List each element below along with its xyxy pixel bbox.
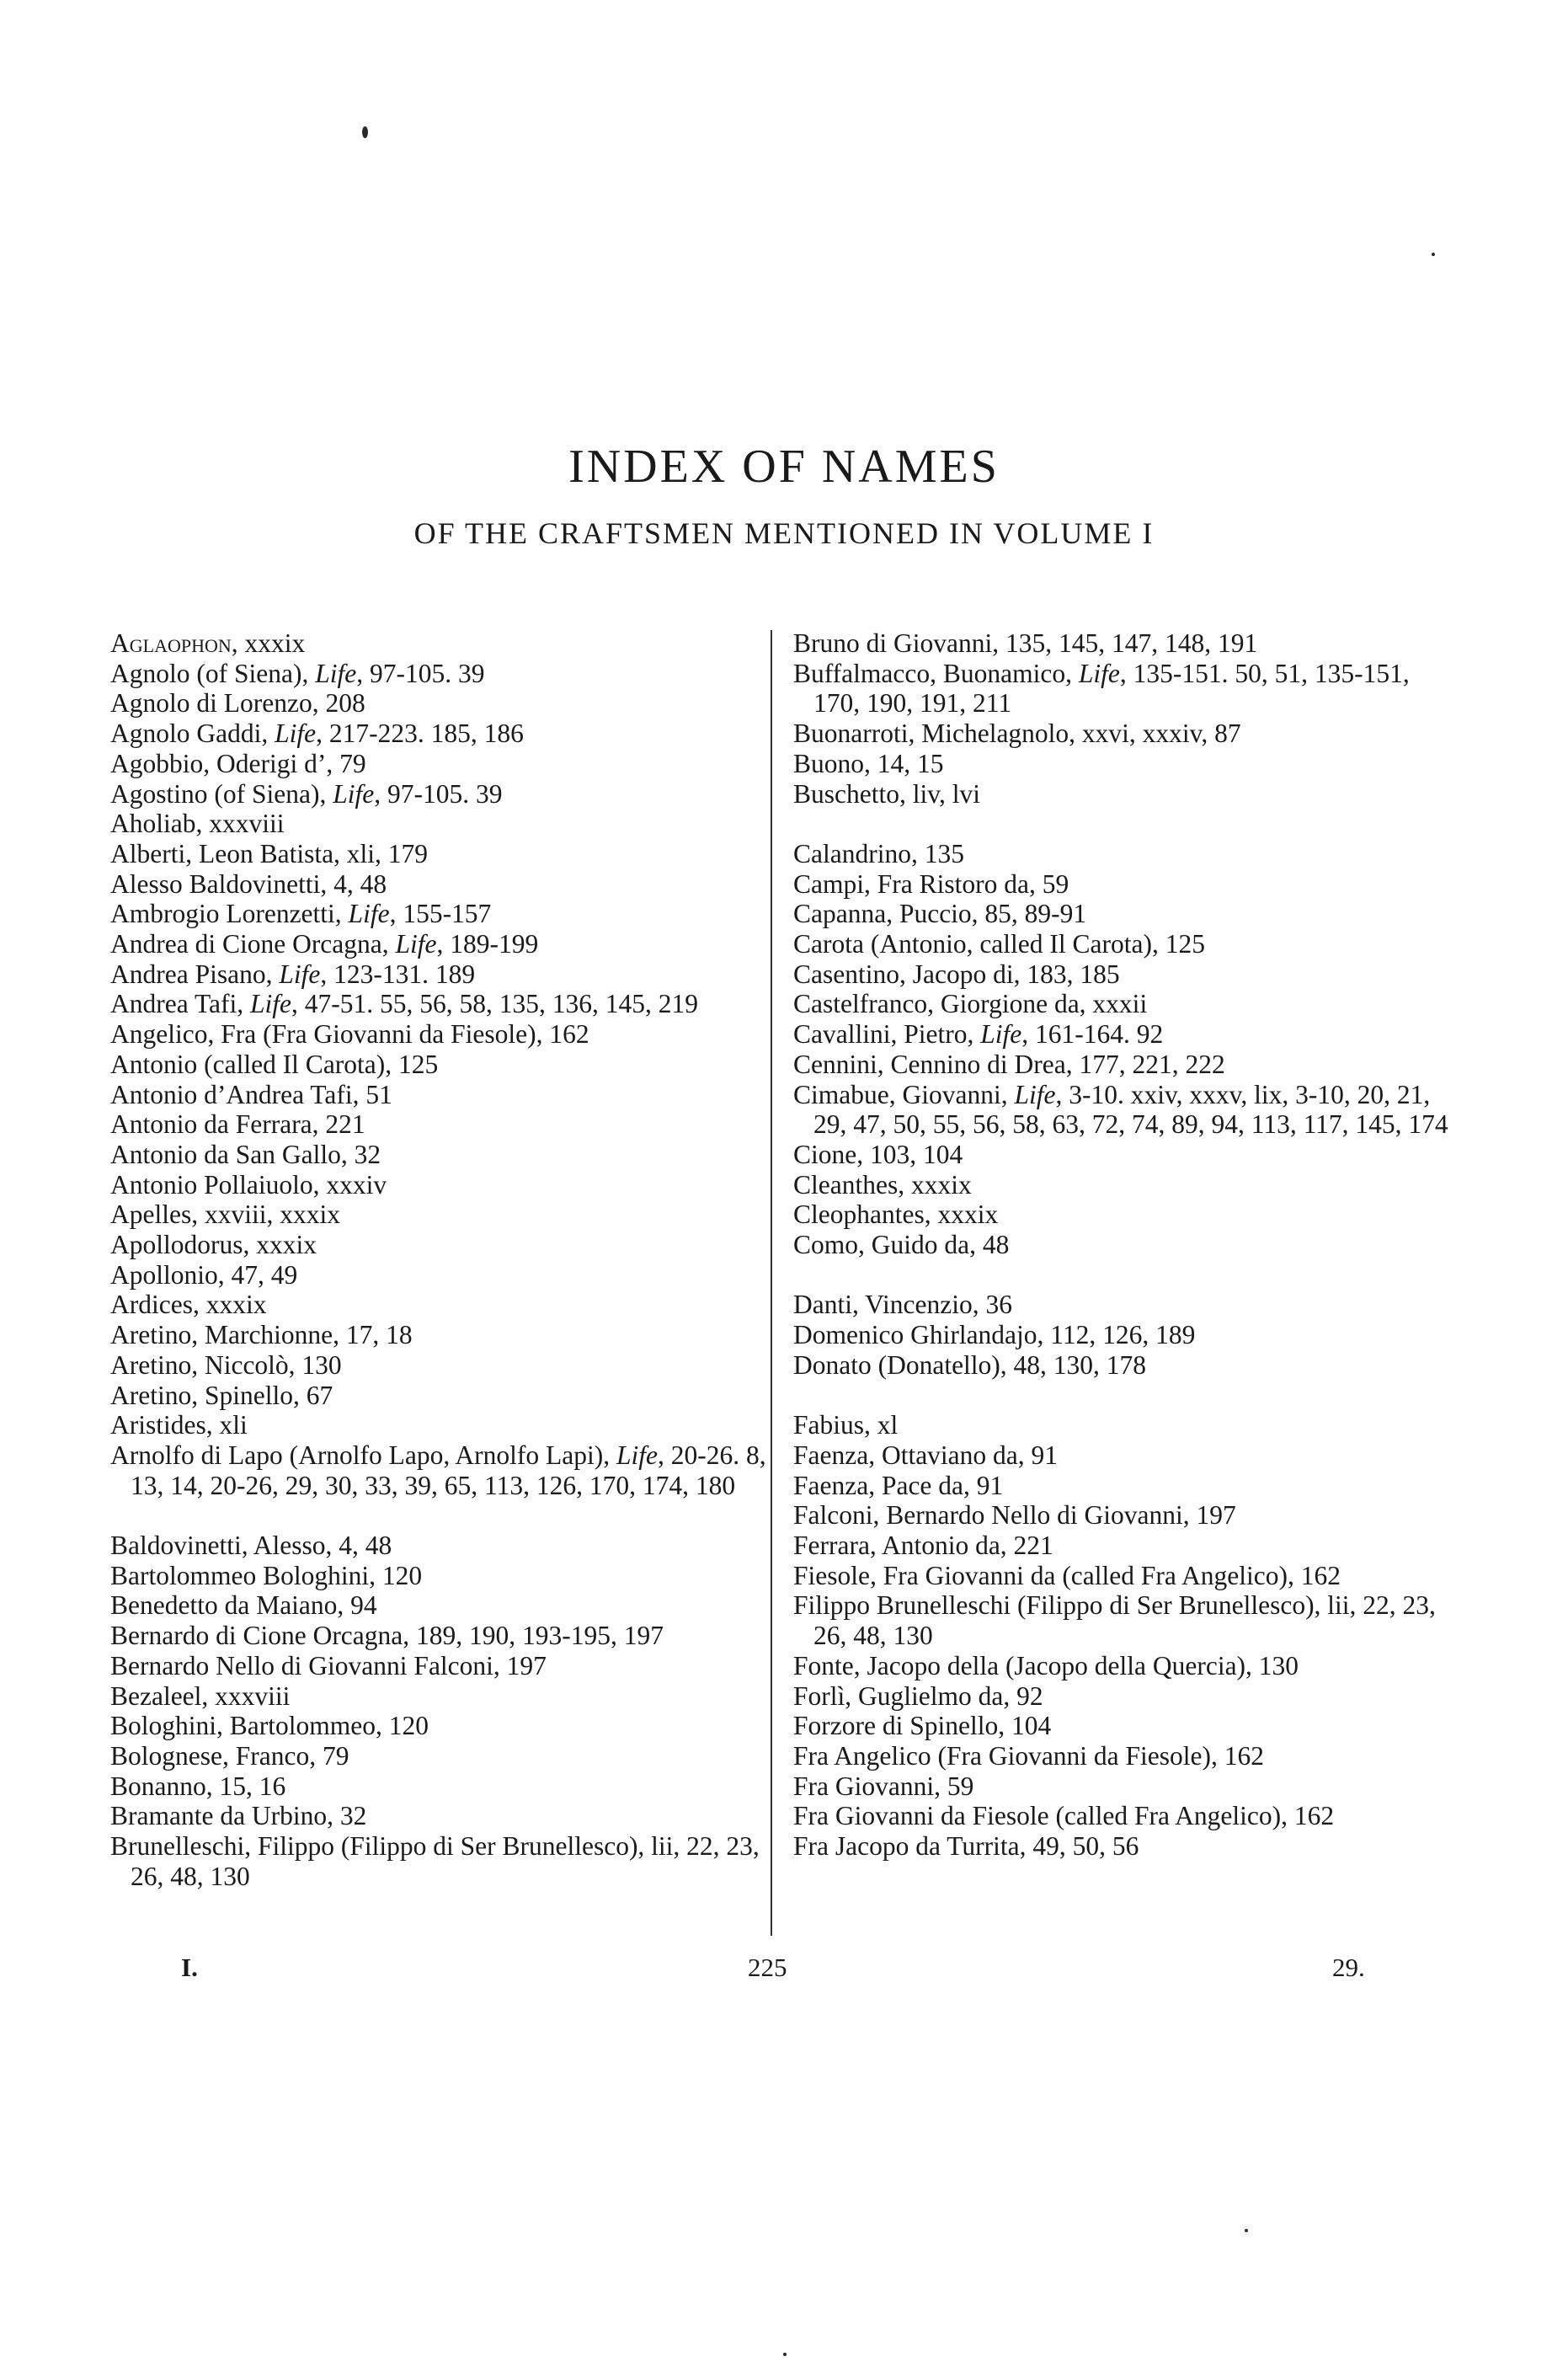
entry-text: Agobbio, Oderigi d’, 79 (110, 748, 366, 778)
entry-text: Fiesole, Fra Giovanni da (called Fra Angelico), 162 (793, 1560, 1341, 1590)
entry-text: Bramante da Urbino, 32 (110, 1801, 367, 1831)
entry-text: Baldovinetti, Alesso, 4, 48 (110, 1531, 392, 1561)
index-entry (793, 1200, 1459, 1230)
entry-text: Fra Giovanni da Fiesole (called Fra Angelico), 162 (793, 1801, 1335, 1831)
section-gap (793, 809, 1459, 839)
entry-life-label: Life (333, 778, 375, 809)
entry-text: Cennini, Cennino di Drea, 177, 221, 222 (793, 1049, 1225, 1079)
entry-text: Agnolo (of Siena), (110, 658, 316, 688)
ink-speck-right (1432, 253, 1435, 256)
entry-text: Cleanthes, xxxix (793, 1169, 972, 1200)
index-entry (110, 869, 776, 900)
index-entry (793, 1651, 1459, 1681)
entry-life-label: Life (395, 929, 437, 959)
entry-text: Ferrara, Antonio da, 221 (793, 1531, 1053, 1561)
entry-text: Bruno di Giovanni, 135, 145, 147, 148, 191 (793, 628, 1258, 658)
index-entry (793, 1050, 1459, 1080)
entry-text: Buffalmacco, Buonamico, (793, 658, 1079, 688)
entry-text: Antonio da San Gallo, 32 (110, 1139, 381, 1169)
entry-text: Andrea Tafi, (110, 989, 251, 1019)
entry-life-label: Life (275, 719, 317, 749)
entry-text: Benedetto da Maiano, 94 (110, 1590, 377, 1621)
index-entry (110, 1681, 776, 1712)
entry-text: Aholiab, xxxviii (110, 809, 285, 839)
entry-text: Bolognese, Franco, 79 (110, 1741, 349, 1771)
entry-text: Apelles, xxviii, xxxix (110, 1200, 340, 1230)
index-entry (110, 749, 776, 779)
index-entry (793, 1561, 1459, 1591)
entry-pages: , 97-105. 39 (356, 658, 485, 688)
entry-pages: , 97-105. 39 (374, 778, 503, 809)
entry-pages: , 161-164. 92 (1021, 1019, 1164, 1050)
entry-life-label: Life (1078, 658, 1120, 688)
entry-pages: , 155-157 (389, 899, 492, 929)
index-entry (793, 1080, 1459, 1140)
index-entry (110, 1771, 776, 1802)
index-entry (110, 688, 776, 719)
entry-life-label: Life (980, 1019, 1022, 1050)
entry-text: Como, Guido da, 48 (793, 1230, 1010, 1260)
entry-text: Danti, Vincenzio, 36 (793, 1290, 1012, 1320)
index-entry (110, 1230, 776, 1260)
entry-text: Buschetto, liv, lvi (793, 778, 980, 809)
index-entry (110, 1531, 776, 1561)
index-entry (110, 839, 776, 869)
entry-text: Alberti, Leon Batista, xli, 179 (110, 838, 429, 868)
index-entry (793, 1140, 1459, 1170)
column-divider (771, 630, 772, 1936)
entry-life-label: Life (348, 899, 390, 929)
index-entry (793, 1801, 1459, 1831)
entry-text: Ardices, xxxix (110, 1290, 267, 1320)
index-entry (110, 1801, 776, 1831)
entry-text: Campi, Fra Ristoro da, 59 (793, 868, 1069, 899)
entry-life-label: Life (315, 658, 357, 688)
index-entry (793, 1500, 1459, 1531)
index-entry (110, 779, 776, 809)
entry-text: Fra Angelico (Fra Giovanni da Fiesole), 162 (793, 1740, 1265, 1771)
index-entry (793, 1590, 1459, 1650)
page-title: INDEX OF NAMES (568, 441, 1000, 493)
entry-text: Falconi, Bernardo Nello di Giovanni, 197 (793, 1500, 1236, 1531)
entry-text: Bonanno, 15, 16 (110, 1771, 286, 1801)
index-column-left (110, 628, 776, 1892)
entry-text: Angelico, Fra (Fra Giovanni da Fiesole), 162 (110, 1019, 589, 1050)
entry-text: Antonio (called Il Carota), 125 (110, 1049, 439, 1079)
entry-text: Antonio da Ferrara, 221 (110, 1109, 365, 1140)
index-entry (793, 1681, 1459, 1712)
entry-text: Cavallini, Pietro, (793, 1019, 981, 1050)
index-entry (793, 1471, 1459, 1501)
index-entry (110, 1080, 776, 1110)
entry-name-smallcaps: Aglaophon (110, 628, 232, 658)
index-entry (110, 1831, 776, 1891)
entry-pages: , 3-10. xxiv, xxxv, lix, 3-10, 20, 21, 29, 47, 50, 55, 56, 58, 63, 72, 74, 89, 94, 113, 117, 145, 174 (813, 1079, 1448, 1140)
index-entry (110, 1200, 776, 1230)
entry-text: , xxxix (231, 628, 306, 658)
entry-text: Andrea Pisano, (110, 959, 280, 989)
page-subtitle: OF THE CRAFTSMEN MENTIONED IN VOLUME I (413, 516, 1155, 550)
index-entry (110, 1019, 776, 1050)
index-entry (793, 929, 1459, 959)
entry-text: Antonio Pollaiuolo, xxxiv (110, 1169, 387, 1200)
index-entry (110, 899, 776, 929)
index-entry (110, 719, 776, 749)
entry-text: Aretino, Niccolò, 130 (110, 1349, 342, 1380)
index-entry (793, 839, 1459, 869)
entry-pages: , 135-151. 50, 51, 135-151, 170, 190, 191, 211 (813, 658, 1410, 719)
index-entry (793, 628, 1459, 659)
index-entry (793, 1440, 1459, 1471)
entry-life-label: Life (250, 989, 292, 1019)
entry-text: Donato (Donatello), 48, 130, 178 (793, 1349, 1147, 1380)
footer-catchword: 29. (1332, 1953, 1365, 1982)
entry-text: Aretino, Spinello, 67 (110, 1380, 333, 1410)
index-entry (110, 628, 776, 659)
entry-text: Bernardo Nello di Giovanni Falconi, 197 (110, 1650, 547, 1680)
index-entry (793, 659, 1459, 719)
index-column-right (793, 628, 1459, 1862)
index-entry (110, 1320, 776, 1350)
index-entry (793, 869, 1459, 900)
entry-text: Apollodorus, xxxix (110, 1230, 317, 1260)
index-entry (110, 1050, 776, 1080)
entry-text: Carota (Antonio, called Il Carota), 125 (793, 929, 1205, 959)
section-gap (793, 1260, 1459, 1290)
entry-pages: , 47-51. 55, 56, 58, 135, 136, 145, 219 (291, 989, 699, 1019)
entry-pages: , 189-199 (436, 929, 539, 959)
entry-text: Filippo Brunelleschi (Filippo di Ser Brunellesco), lii, 22, 23, 26, 48, 130 (793, 1590, 1436, 1651)
index-entry (793, 1230, 1459, 1260)
index-entry (793, 719, 1459, 749)
entry-text: Fonte, Jacopo della (Jacopo della Quercia), 130 (793, 1650, 1299, 1680)
entry-text: Castelfranco, Giorgione da, xxxii (793, 989, 1148, 1019)
index-entry (110, 1140, 776, 1170)
index-entry (793, 1320, 1459, 1350)
footer-signature: I. (181, 1953, 198, 1982)
entry-text: Andrea di Cione Orcagna, (110, 929, 396, 959)
index-entry (793, 1019, 1459, 1050)
index-entry (793, 1170, 1459, 1200)
index-entry (110, 1741, 776, 1771)
ink-speck-foot (783, 2353, 787, 2356)
index-entry (793, 1290, 1459, 1320)
entry-text: Arnolfo di Lapo (Arnolfo Lapo, Arnolfo Lapi), (110, 1440, 616, 1470)
entry-text: Casentino, Jacopo di, 183, 185 (793, 959, 1120, 989)
index-entry (793, 1741, 1459, 1771)
index-entry (110, 1260, 776, 1290)
index-entry (110, 1651, 776, 1681)
index-entry (110, 989, 776, 1019)
entry-pages: , 123-131. 189 (320, 959, 476, 989)
entry-text: Apollonio, 47, 49 (110, 1259, 298, 1290)
index-entry (110, 1350, 776, 1381)
entry-life-label: Life (1014, 1079, 1056, 1109)
index-entry (793, 779, 1459, 809)
index-entry (110, 659, 776, 689)
entry-life-label: Life (279, 959, 321, 989)
entry-text: Faenza, Pace da, 91 (793, 1470, 1004, 1500)
index-entry (110, 1621, 776, 1651)
index-entry (793, 959, 1459, 990)
index-entry (793, 989, 1459, 1019)
index-entry (110, 1410, 776, 1440)
entry-life-label: Life (616, 1440, 658, 1470)
ink-speck-top (362, 126, 368, 138)
index-entry (110, 1170, 776, 1200)
index-entry (110, 1109, 776, 1140)
entry-pages: , 217-223. 185, 186 (316, 719, 524, 749)
entry-text: Buonarroti, Michelagnolo, xxvi, xxxiv, 87 (793, 719, 1241, 749)
entry-text: Agnolo di Lorenzo, 208 (110, 688, 365, 719)
index-entry (110, 929, 776, 959)
entry-text: Fra Giovanni, 59 (793, 1771, 974, 1801)
index-entry (110, 809, 776, 839)
entry-text: Brunelleschi, Filippo (Filippo di Ser Brunellesco), lii, 22, 23, 26, 48, 130 (110, 1831, 760, 1891)
entry-text: Bologhini, Bartolommeo, 120 (110, 1711, 429, 1741)
entry-text: Capanna, Puccio, 85, 89-91 (793, 899, 1087, 929)
entry-text: Domenico Ghirlandajo, 112, 126, 189 (793, 1320, 1196, 1350)
entry-text: Faenza, Ottaviano da, 91 (793, 1440, 1059, 1470)
index-entry (793, 1711, 1459, 1741)
index-entry (110, 1440, 776, 1500)
index-entry (110, 1711, 776, 1741)
entry-text: Bartolommeo Bologhini, 120 (110, 1560, 423, 1590)
section-gap (110, 1500, 776, 1531)
entry-text: Calandrino, 135 (793, 838, 964, 868)
index-entry (110, 959, 776, 990)
entry-text: Buono, 14, 15 (793, 748, 944, 778)
ink-speck-bottom (1245, 2229, 1248, 2232)
entry-text: Cione, 103, 104 (793, 1139, 963, 1169)
entry-text: Bernardo di Cione Orcagna, 189, 190, 193-195, 197 (110, 1621, 664, 1651)
entry-pages: , 20-26. 8, 13, 14, 20-26, 29, 30, 33, 39, 65, 113, 126, 170, 174, 180 (131, 1440, 766, 1500)
index-entry (110, 1561, 776, 1591)
entry-text: Agostino (of Siena), (110, 778, 333, 809)
entry-text: Cimabue, Giovanni, (793, 1079, 1015, 1109)
entry-text: Alesso Baldovinetti, 4, 48 (110, 868, 387, 899)
section-gap (793, 1381, 1459, 1411)
index-entry (793, 1531, 1459, 1561)
entry-text: Bezaleel, xxxviii (110, 1680, 291, 1711)
entry-text: Aretino, Marchionne, 17, 18 (110, 1320, 413, 1350)
entry-text: Agnolo Gaddi, (110, 719, 275, 749)
entry-text: Aristides, xli (110, 1410, 248, 1440)
entry-text: Fra Jacopo da Turrita, 49, 50, 56 (793, 1831, 1139, 1862)
entry-text: Fabius, xl (793, 1410, 899, 1440)
entry-text: Forlì, Guglielmo da, 92 (793, 1680, 1043, 1711)
index-entry (110, 1590, 776, 1621)
index-entry (110, 1290, 776, 1320)
index-entry (793, 1771, 1459, 1802)
entry-text: Cleophantes, xxxix (793, 1200, 999, 1230)
entry-text: Ambrogio Lorenzetti, (110, 899, 349, 929)
index-entry (110, 1381, 776, 1411)
index-entry (793, 749, 1459, 779)
page-number: 225 (748, 1953, 787, 1982)
index-entry (793, 899, 1459, 929)
index-entry (793, 1831, 1459, 1862)
index-entry (793, 1350, 1459, 1381)
entry-text: Antonio d’Andrea Tafi, 51 (110, 1079, 392, 1109)
index-entry (793, 1410, 1459, 1440)
entry-text: Forzore di Spinello, 104 (793, 1711, 1052, 1741)
